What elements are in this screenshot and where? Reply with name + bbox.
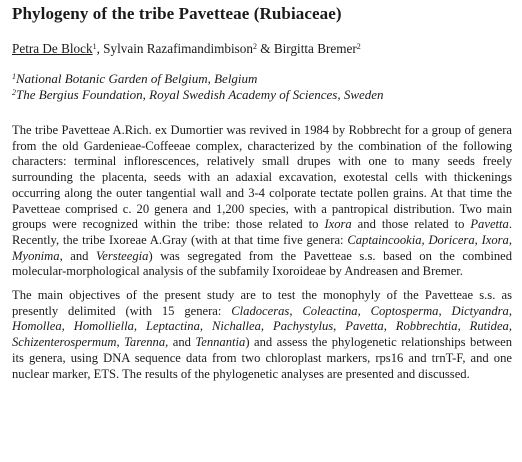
genus-name: Versteegia: [96, 248, 149, 263]
body-text: and those related to: [351, 217, 471, 232]
body-text: The tribe Pavetteae A.Rich. ex Dumortier was revived in 1984 by Robbrecht for a group of genera from the old Gardenieae-Coffeeae complex, characterized by the combination of the following characters: terminal inflorescences, relatively small drupes with one to many seeds freely surrounding the placenta, seeds with an adaxial excavation, exotestal cells with thickenings occurring along the outer tangential wall and 3-4 colporate tectate pollen grains. At that time the Pavetteae comprised c. 20 genera and 1,200 species, with a pantropical distribution. Two main groups were recognized within the tribe: those related to: [12, 123, 512, 232]
genus-list: Captaincookia, Doricera, Ixora, Myonima: [12, 232, 512, 263]
genus-name: Tennantia: [195, 335, 246, 350]
genus-list: Cladoceras, Coleactina, Coptosperma, Dictyandra, Homollea, Homolliella, Leptactina, Nichallea, Pachystylus, Pavetta, Robbrechtia, Rutidea, Schizenterospermum, Tarenna: [12, 303, 512, 350]
body-text: ) was segregated from the Pavetteae s.s. based on the combined molecular-morphological analysis of the subfamily Ixoroideae by Andreasen and Bremer.: [12, 248, 512, 279]
body-text: The main objectives of the present study are to test the monophyly of the Pavetteae s.s. as presently delimited (with 15 genera:: [12, 288, 512, 318]
affiliation-marker: 2: [12, 88, 16, 97]
genus-name: Ixora: [324, 217, 352, 232]
body-text: , and: [59, 248, 96, 263]
body-text: , and: [165, 335, 196, 350]
author-separator: ,: [96, 41, 104, 56]
abstract-paragraph: [12, 123, 512, 280]
abstract-paragraph: [12, 288, 512, 382]
affiliation-line: [12, 71, 512, 87]
affiliation-marker: 1: [12, 72, 16, 81]
affiliation-text: The Bergius Foundation, Royal Swedish Academy of Sciences, Sweden: [16, 87, 384, 102]
affiliation-text: National Botanic Garden of Belgium, Belgium: [16, 71, 258, 86]
author-separator: &: [256, 41, 274, 56]
body-text: ) and assess the phylogenetic relationships between its genera, using DNA sequence data from two chloroplast markers, rps16 and trnT-F, and one nuclear marker, ETS. The results of the phylogenetic analyses are presented and discussed.: [12, 335, 512, 381]
author-name: Birgitta Bremer: [273, 41, 357, 56]
body-text: . Recently, the tribe Ixoreae A.Gray (with at that time five genera:: [12, 217, 512, 247]
affiliation-marker: 2: [252, 42, 257, 51]
genus-name: Pavetta: [470, 217, 509, 232]
affiliation-marker: 2: [356, 42, 361, 51]
paper-title: Phylogeny of the tribe Pavetteae (Rubiaceae): [12, 4, 342, 23]
author-name: Sylvain Razafimandimbison: [103, 41, 253, 56]
abstract-body: [12, 123, 512, 382]
abstract-page: [12, 4, 512, 382]
affiliation-line: [12, 87, 512, 103]
author-list: [12, 41, 512, 57]
author-name: Petra De Block: [12, 41, 93, 56]
affiliation-marker: 1: [92, 42, 97, 51]
